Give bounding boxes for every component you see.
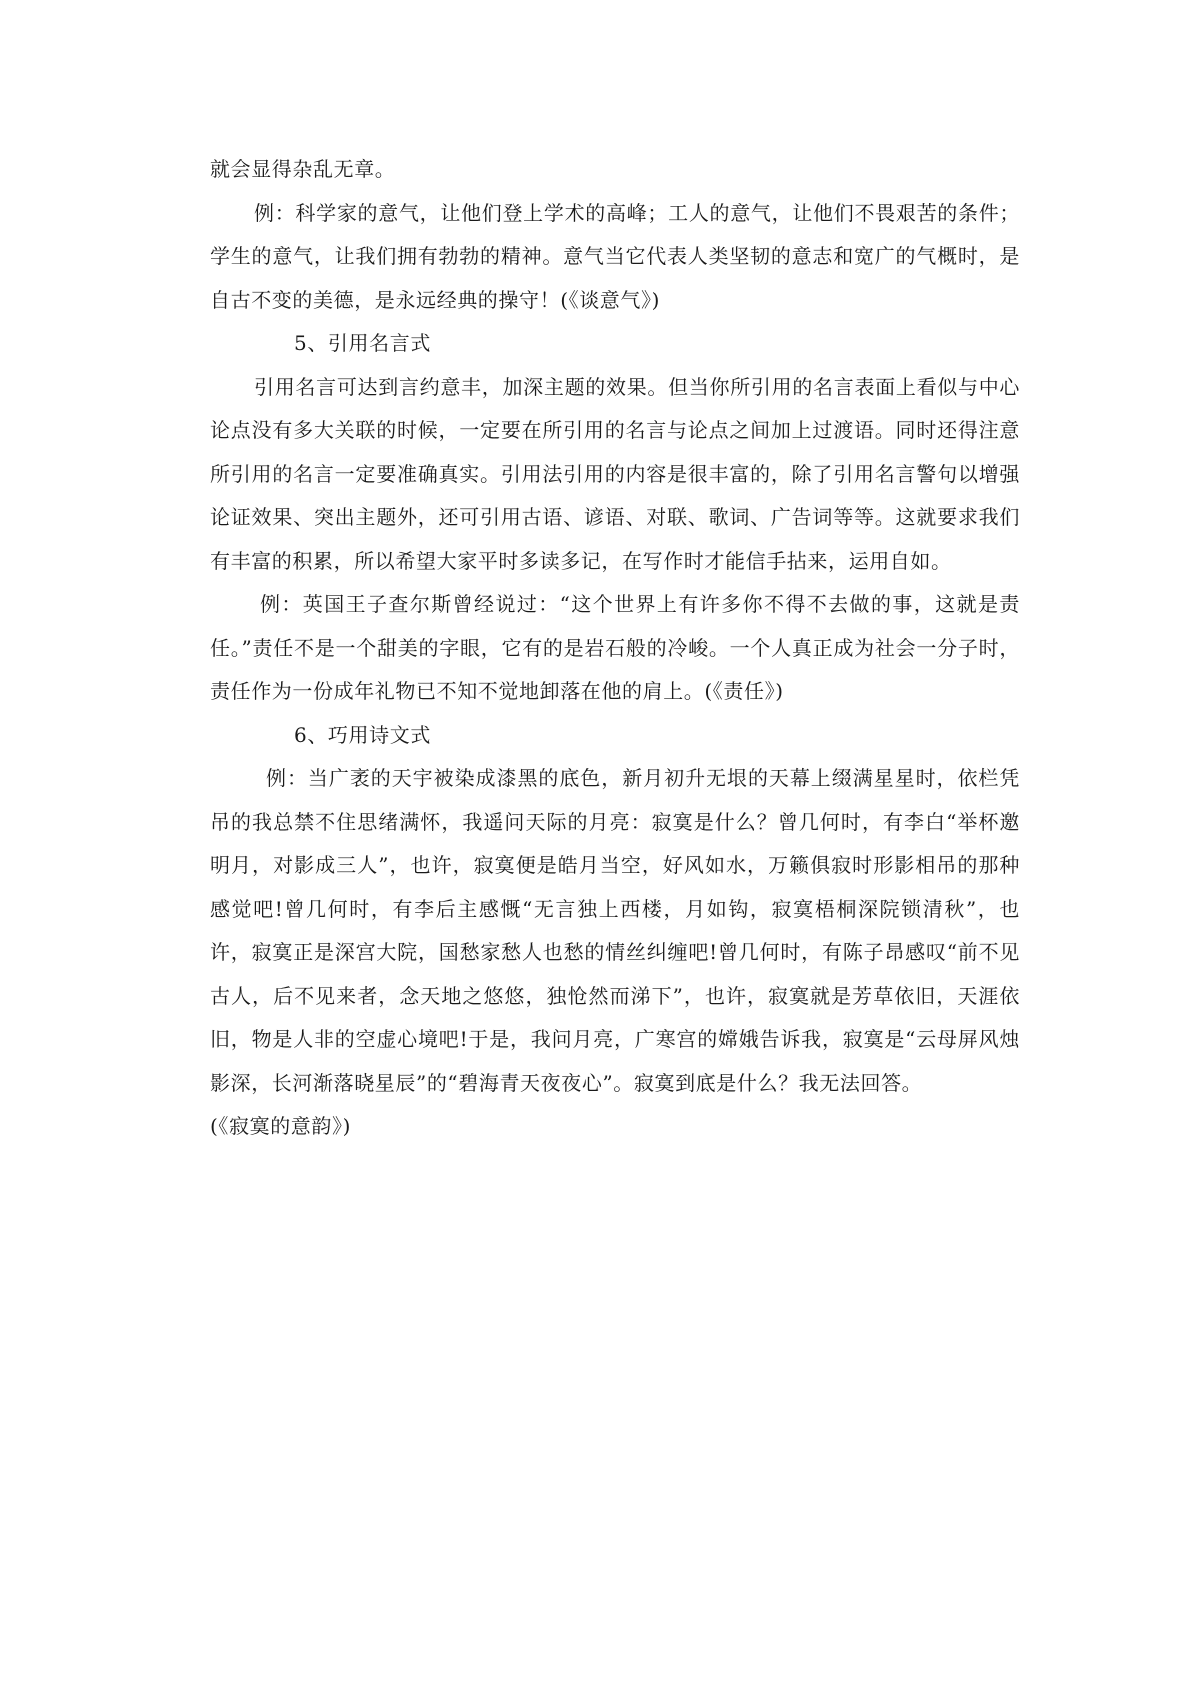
section-heading-6: 6、巧用诗文式 bbox=[294, 722, 431, 747]
section-body-5: 引用名言可达到言约意丰，加深主题的效果。但当你所引用的名言表面上看似与中心论点没有多大关联的时候，一定要在所引用的名言与论点之间加上过渡语。同时还得注意所引用的名言一定要准确真实。引用法引用的内容是很丰富的，除了引用名言警句以增强论证效果、突出主题外，还可引用古语、谚语、对联、歌词、广告词等等。这就要求我们有丰富的积累，所以希望大家平时多读多记，在写作时才能信手拈来，运用自如。 bbox=[210, 374, 1020, 573]
document-body bbox=[210, 148, 1020, 1149]
section-heading-5: 5、引用名言式 bbox=[294, 331, 431, 355]
continuation-paragraph: 就会显得杂乱无章。 bbox=[210, 157, 396, 181]
example-paragraph-6: 例：当广袤的天宇被染成漆黑的底色，新月初升无垠的天幕上缀满星星时，依栏凭吊的我总禁不住思绪满怀，我遥问天际的月亮：寂寞是什么？曾几何时，有李白“举杯邀明月，对影成三人”，也许，寂寞便是皓月当空，好风如水，万籁俱寂时形影相吊的那种感觉吧!曾几何时，有李后主感慨“无言独上西楼，月如钩，寂寞梧桐深院锁清秋”，也许，寂寞正是深宫大院，国愁家愁人也愁的情丝纠缠吧!曾几何时，有陈子昂感叹“前不见古人，后不见来者，念天地之悠悠，独怆然而涕下”，也许，寂寞就是芳草依旧，天涯依旧，物是人非的空虚心境吧!于是，我问月亮，广寒宫的嫦娥告诉我，寂寞是“云母屏风烛影深，长河渐落晓星辰”的“碧海青天夜夜心”。寂寞到底是什么？我无法回答。 bbox=[210, 766, 1020, 1095]
example-paragraph-5: 例：英国王子查尔斯曾经说过：“这个世界上有许多你不得不去做的事，这就是责任。”责任不是一个甜美的字眼，它有的是岩石般的冷峻。一个人真正成为社会一分子时，责任作为一份成年礼物已不知不觉地卸落在他的肩上。(《责任》) bbox=[210, 592, 1020, 703]
example-paragraph-4: 例：科学家的意气，让他们登上学术的高峰；工人的意气，让他们不畏艰苦的条件；学生的意气，让我们拥有勃勃的精神。意气当它代表人类坚韧的意志和宽广的气概时，是自古不变的美德，是永远经典的操守！(《谈意气》) bbox=[210, 200, 1020, 312]
example-source-6: (《寂寞的意韵》) bbox=[210, 1114, 352, 1138]
